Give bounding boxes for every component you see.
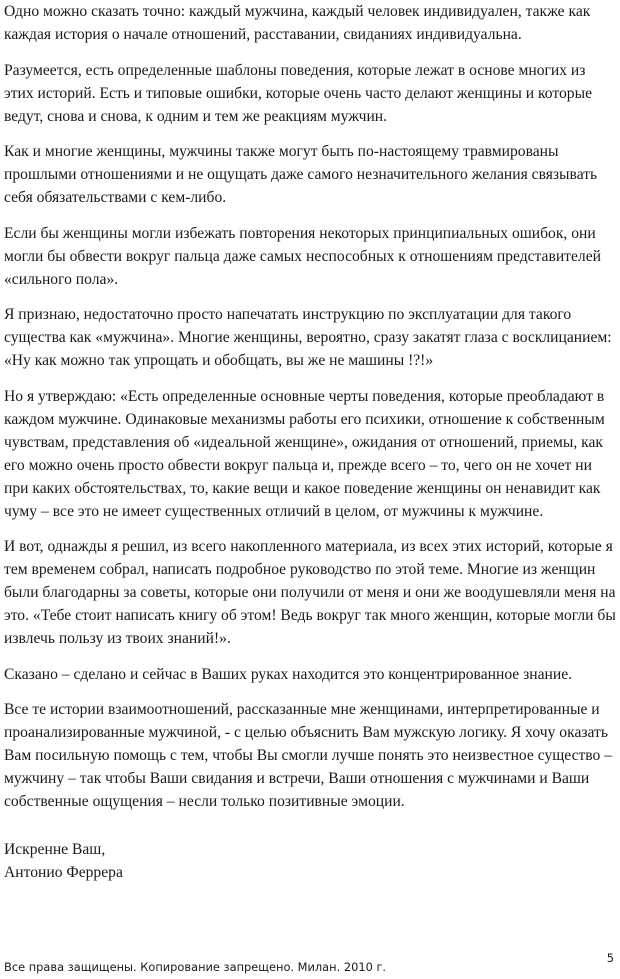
body-text (4, 0, 616, 826)
paragraph: Разумеется, есть определенные шаблоны поведения, которые лежат в основе многих из этих историй. Есть и типовые ошибки, которые очень часто делают женщины и которые ведут, снова и снова, к одним и тем же реакциям мужчин. (4, 61, 593, 125)
paragraph: Все те истории взаимоотношений, рассказанные мне женщинами, интерпретированные и проанализированные мужчиной, - с целью объяснить Вам мужскую логику. Я хочу оказать Вам посильную помощь с тем, чтобы Вы смогли лучше понять это неизвестное существо – мужчину – так чтобы Ваши свидания и встречи, Ваши отношения с мужчинами и Ваши собственные ощущения – несли только позитивные эмоции. (4, 701, 613, 810)
paragraph: Я признаю, недостаточно просто напечатать инструкцию по эксплуатации для такого существа как «мужчина». Многие женщины, вероятно, сразу закатят глаза с восклицанием: «Ну как можно так упрощать и обобщать, вы же не машины !?!» (4, 306, 612, 369)
paragraph: Но я утверждаю: «Есть определенные основные черты поведения, которые преобладают в каждом мужчине. Одинаковые механизмы работы его психики, отношение к собственным чувствам, представления об «идеальной женщине», ожидания от отношений, приемы, как его можно очень просто обвести вокруг пальца и, прежде всего – то, чего он не хочет ни при каких обстоятельствах, то, какие вещи и какое поведение женщины он ненавидит как чуму – все это не имеет существенных отличий в целом, от мужчины к мужчине. (4, 387, 605, 520)
signature-author: Антонио Феррера (4, 864, 123, 881)
footer-copyright: Все права защищены. Копирование запрещено. Милан. 2010 г. (4, 960, 387, 974)
paragraph: Сказано – сделано и сейчас в Ваших руках находится это концентрированное знание. (4, 665, 573, 683)
signature-block (4, 838, 123, 884)
signature-closing: Искренне Ваш, (4, 841, 106, 858)
paragraph: Одно можно сказать точно: каждый мужчина, каждый человек индивидуален, также как каждая история о начале отношений, расставании, свиданиях индивидуальна. (4, 3, 591, 43)
paragraph: Если бы женщины могли избежать повторения некоторых принципиальных ошибок, они могли бы обвести вокруг пальца даже самых неспособных к отношениям представителей «сильного пола». (4, 224, 601, 288)
paragraph: И вот, однажды я решил, из всего накопленного материала, из всех этих историй, которые я тем временем собрал, написать подробное руководство по этой теме. Многие из женщин были благодарны за советы, которые они получили от меня и они же воодушевляли меня на это. «Тебе стоит написать книгу об этом! Ведь вокруг так много женщин, которые могли бы извлечь пользу из твоих знаний!». (4, 538, 616, 647)
page-number: 5 (606, 951, 614, 965)
paragraph: Как и многие женщины, мужчины также могут быть по-настоящему травмированы прошлыми отношениями и не ощущать даже самого незначительного желания связывать себя обязательствами с кем-либо. (4, 143, 598, 206)
